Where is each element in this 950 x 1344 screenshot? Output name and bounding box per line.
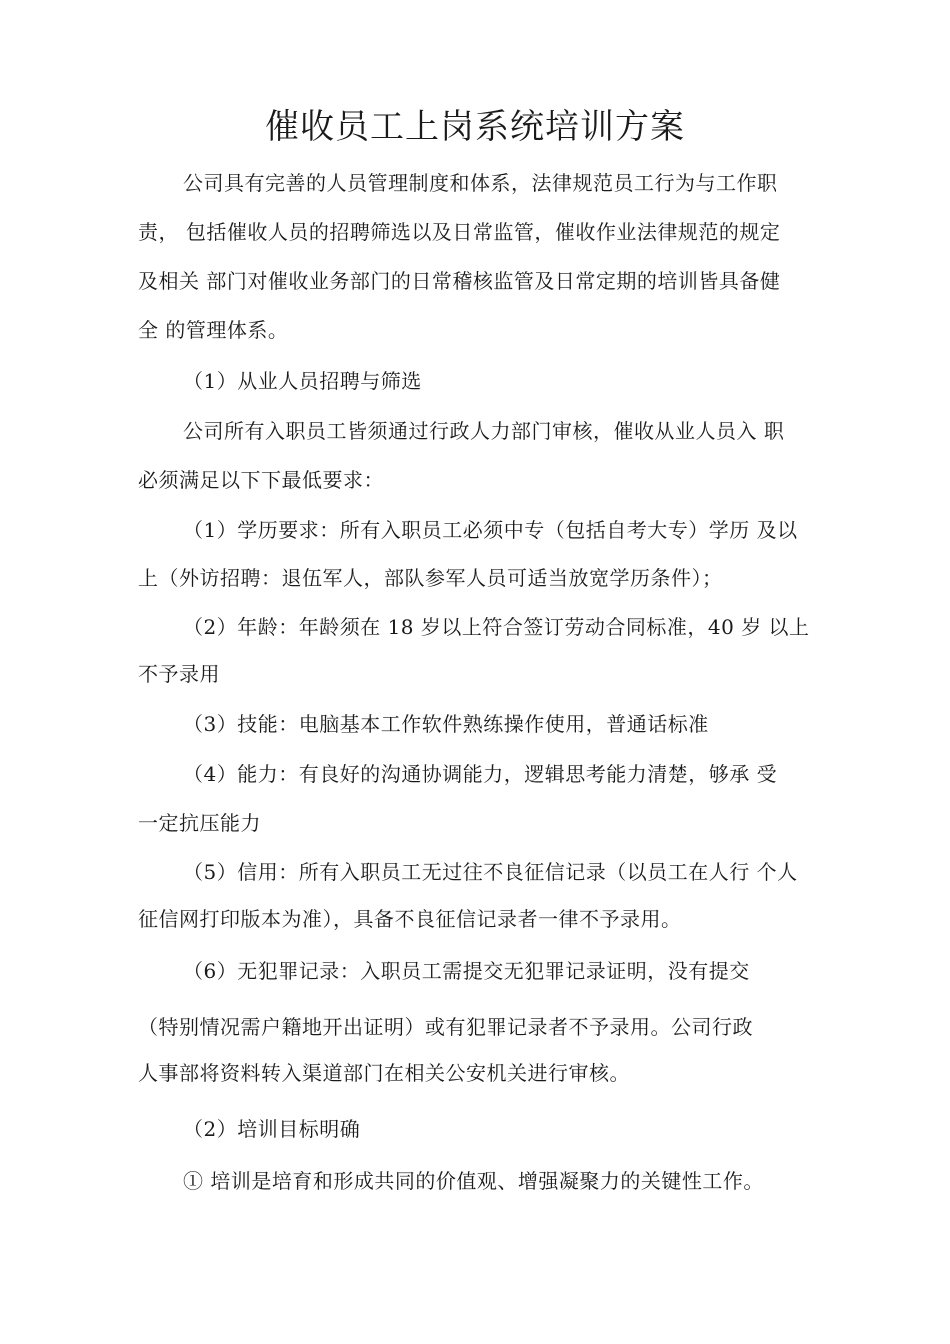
paragraph-line: （特别情况需户籍地开出证明）或有犯罪记录者不予录用。公司行政: [138, 1015, 753, 1039]
paragraph-line: 人事部将资料转入渠道部门在相关公安机关进行审核。: [138, 1061, 630, 1085]
requirement-criminal-record: （6）无犯罪记录：入职员工需提交无犯罪记录证明，没有提交: [183, 959, 750, 983]
paragraph-line: 上（外访招聘：退伍军人，部队参军人员可适当放宽学历条件）；: [138, 566, 723, 590]
section-heading-training-goals: （2）培训目标明确: [183, 1117, 361, 1141]
requirement-credit: （5）信用：所有入职员工无过往不良征信记录（以员工在人行 个人: [183, 860, 798, 884]
document-title: 催收员工上岗系统培训方案: [265, 107, 685, 147]
paragraph-line: 公司具有完善的人员管理制度和体系，法律规范员工行为与工作职: [183, 171, 778, 195]
paragraph-line: 全 的管理体系。: [138, 318, 289, 342]
paragraph-line: 及相关 部门对催收业务部门的日常稽核监管及日常定期的培训皆具备健: [138, 269, 781, 293]
paragraph-line: 责， 包括催收人员的招聘筛选以及日常监管，催收作业法律规范的规定: [138, 220, 781, 244]
requirement-education: （1）学历要求：所有入职员工必须中专（包括自考大专）学历 及以: [183, 518, 798, 542]
paragraph-line: 必须满足以下下最低要求：: [138, 468, 384, 492]
requirement-age: （2）年龄：年龄须在 18 岁以上符合签订劳动合同标准，40 岁 以上: [183, 615, 810, 639]
paragraph-line: 征信网打印版本为准），具备不良征信记录者一律不予录用。: [138, 907, 682, 931]
paragraph-line: 公司所有入职员工皆须通过行政人力部门审核，催收从业人员入 职: [183, 419, 785, 443]
paragraph-line: 一定抗压能力: [138, 811, 261, 835]
list-item: ① 培训是培育和形成共同的价值观、增强凝聚力的关键性工作。: [183, 1169, 764, 1193]
paragraph-line: 不予录用: [138, 662, 220, 686]
requirement-ability: （4）能力：有良好的沟通协调能力，逻辑思考能力清楚，够承 受: [183, 762, 778, 786]
requirement-skills: （3）技能：电脑基本工作软件熟练操作使用，普通话标准: [183, 712, 709, 736]
section-heading-recruitment: （1）从业人员招聘与筛选: [183, 369, 422, 393]
